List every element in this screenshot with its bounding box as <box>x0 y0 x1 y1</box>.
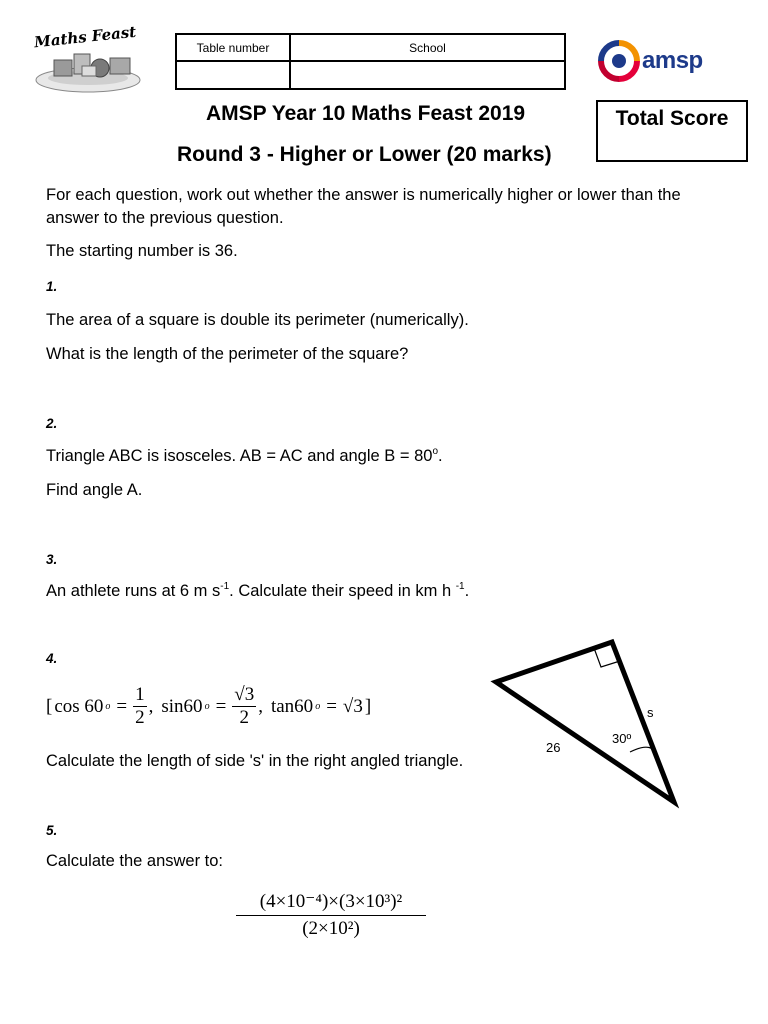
sin-denominator: 2 <box>239 707 249 728</box>
question-1-line-1: The area of a square is double its perimeter (numerically). <box>46 311 469 329</box>
expression-denominator: (2×10²) <box>302 918 360 939</box>
expression-fraction <box>236 890 426 940</box>
maths-feast-logo <box>30 24 148 98</box>
question-3-text-b: . Calculate their speed in km h <box>229 582 456 600</box>
table-number-label: Table number <box>176 34 290 61</box>
logo-text: Maths Feast <box>33 22 137 52</box>
unit-exponent-2: -1 <box>455 581 465 592</box>
question-1-line-2: What is the length of the perimeter of the square? <box>46 345 409 363</box>
amsp-swirl-icon <box>598 40 640 82</box>
question-5-text: Calculate the answer to: <box>46 852 224 870</box>
side-s-label: s <box>647 705 654 720</box>
question-4-text: Calculate the length of side 's' in the right angled triangle. <box>46 752 464 770</box>
question-2-text: Triangle ABC is isosceles. AB = AC and angle B = 80 <box>46 447 433 465</box>
trig-values-formula: [ cos 60 o = $\frac{1}{2}$ , sin60 o = $\frac{√3}{2}$ , tan60 o = √3 ] <box>46 684 372 728</box>
sin-label: sin60 <box>161 695 203 717</box>
expression-numerator: (4×10⁻⁴)×(3×10³)² <box>236 890 426 916</box>
sin-fraction <box>232 684 256 729</box>
tan-label: tan60 <box>270 695 314 717</box>
cos-numerator: 1 <box>135 684 145 705</box>
question-3-text-c: . <box>464 582 470 600</box>
question-2-line-2: Find angle A. <box>46 481 143 499</box>
round-title: Round 3 - Higher or Lower (20 marks) <box>177 143 552 166</box>
tan-value: √3 <box>342 695 363 717</box>
hypotenuse-label: 26 <box>546 740 561 755</box>
question-4-number: 4. <box>46 651 58 666</box>
question-2-line-1 <box>46 447 443 466</box>
cos-label: cos 60 <box>54 695 104 717</box>
cos-fraction <box>133 684 147 729</box>
right-triangle-diagram <box>484 630 714 830</box>
question-5-number: 5. <box>46 823 58 838</box>
school-label: School <box>290 34 565 61</box>
total-score-box[interactable] <box>596 100 748 162</box>
instructions-text: For each question, work out whether the answer is numerically higher or lower than the answer to the previous question. <box>46 186 681 227</box>
table-number-field[interactable] <box>176 61 290 89</box>
sin-numerator: √3 <box>234 684 255 705</box>
question-3-number: 3. <box>46 552 58 567</box>
cos-denominator: 2 <box>135 707 145 728</box>
school-field[interactable] <box>290 61 565 89</box>
question-2-number: 2. <box>46 416 58 431</box>
amsp-logo-text: amsp <box>642 47 703 74</box>
angle-label: 30º <box>612 731 632 746</box>
question-3-text-a: An athlete runs at 6 m s <box>46 582 221 600</box>
question-3-line <box>46 582 469 601</box>
amsp-logo <box>598 40 718 84</box>
starting-number-text: The starting number is 36. <box>46 242 238 260</box>
total-score-label: Total Score <box>615 107 729 130</box>
degree-symbol: o <box>432 446 439 457</box>
triangle-outline <box>496 642 674 802</box>
page-title: AMSP Year 10 Maths Feast 2019 <box>206 102 526 125</box>
header-info-table <box>175 33 566 90</box>
question-2-period: . <box>438 447 443 465</box>
question-1-number: 1. <box>46 279 58 294</box>
unit-exponent-1: -1 <box>220 581 230 592</box>
